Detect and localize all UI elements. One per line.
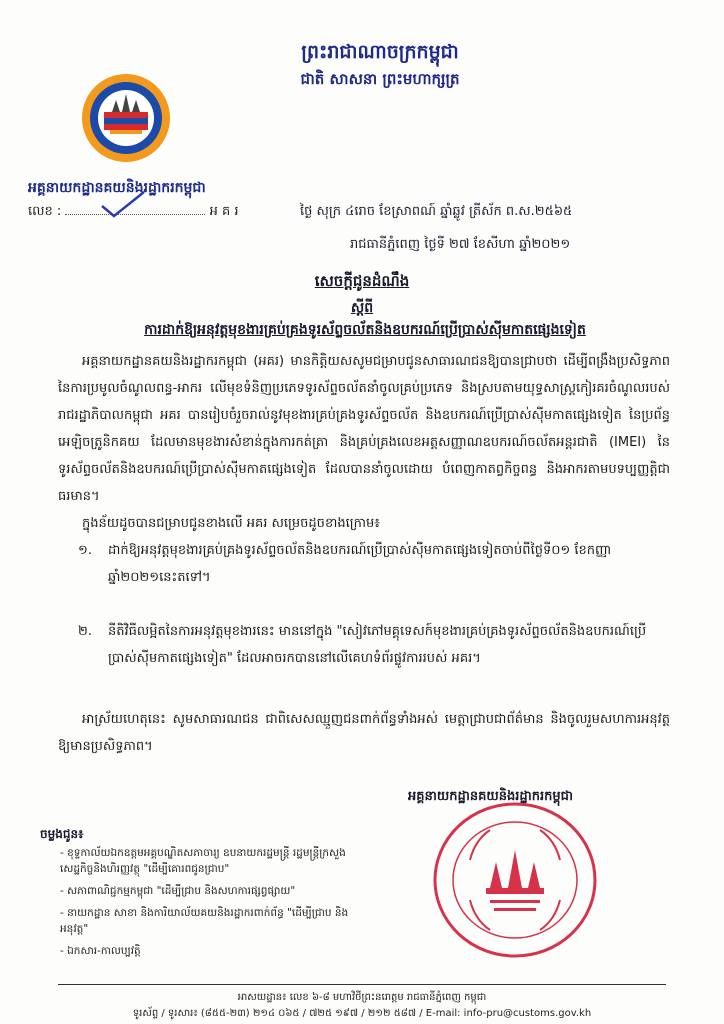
ref-suffix: អ គ រ: [209, 204, 239, 219]
paragraph-3: អាស្រ័យហេតុនេះ សូមសាធារណជន ជាពិសេសឈ្មួញជនពាក់ព័ន្ធទាំងអស់ មេត្តាជ្រាបជាព័ត៌មាន និងចូលរួមសហការអនុវត្តឱ្យមានប្រសិទ្ធភាព។: [58, 712, 670, 754]
kingdom-title: ព្រះរាជាណាចក្រកម្ពុជា: [301, 41, 459, 63]
place-date: រាជធានីភ្នំពេញ ថ្ងៃទី ២៧ ខែសីហា ឆ្នាំ២០២១: [350, 237, 571, 252]
signature-title: អគ្គនាយកដ្ឋានគយនិងរដ្ឋាករកម្ពុជា: [408, 789, 574, 804]
about-label: ស្តីពី: [350, 300, 374, 316]
list-item: [78, 618, 668, 672]
announcement-title: សេចក្តីជូនដំណឹង: [314, 272, 410, 290]
subject-line: ការដាក់ឱ្យអនុវត្តមុខងារគ្រប់គ្រងទូរស័ព្ទចល័តនិងឧបករណ៍ប្រើប្រាស់ស៊ីមកាតផ្សេងទៀត: [144, 322, 586, 338]
list-item: - សភាពាណិជ្ជកម្មកម្ពុជា "ដើម្បីជ្រាប និងសហការផ្សព្វផ្សាយ": [60, 885, 296, 897]
footer-address: អាសយដ្ឋាន៖ លេខ ៦-៨ មហាវិថីព្រះនរោត្តម រាជធានីភ្នំពេញ កម្ពុជា: [237, 992, 487, 1003]
item-text: ដាក់ឱ្យអនុវត្តមុខងារគ្រប់គ្រងទូរស័ព្ទចល័តនិងឧបករណ៍ប្រើប្រាស់ស៊ីមកាតផ្សេងទៀតចាប់ពីថ្ងៃទី០១ ខែកញ្ញា ឆ្នាំ២០២១នេះតទៅ។: [108, 543, 612, 585]
footer-divider: [58, 984, 666, 985]
lunar-date: ថ្ងៃ សុក្រ ៤រោច ខែស្រាពណ៍ ឆ្នាំឆ្លូវ ត្រីស័ក ព.ស.២៥៦៥: [300, 204, 573, 219]
list-item: - នាយកដ្ឋាន សាខា និងការិយាល័យគយនិងរដ្ឋាករពាក់ព័ន្ធ "ដើម្បីជ្រាប និងអនុវត្ត": [60, 907, 349, 935]
cc-title: ចម្លងជូន៖: [40, 827, 84, 841]
list-item: - ខុទ្ទកាល័យឯកឧត្តមអគ្គបណ្ឌិតសភាចារ្យ ឧបនាយករដ្ឋមន្ត្រី រដ្ឋមន្ត្រីក្រសួងសេដ្ឋកិច្ចនិងហិរញ្ញវត្ថុ "ដើម្បីគោរពជូនជ្រាប": [60, 847, 346, 875]
cc-list: [60, 845, 350, 965]
list-item: - ឯកសារ-កាលប្បវត្តិ: [60, 945, 141, 957]
list-item: [78, 537, 668, 591]
official-seal: [430, 800, 600, 960]
department-name: អគ្គនាយកដ្ឋានគយនិងរដ្ឋាករកម្ពុជា: [28, 180, 206, 196]
footer-contact: ទូរស័ព្ទ / ទូរសារ៖ (៨៥៥-២៣) ២១៤ ០៦៥ / ៧២៥ ១៩៧ / ២១២ ៥៨៧ / E-mail: info-pru@customs.gov.kh: [132, 1008, 592, 1019]
checkmark-icon: [92, 190, 152, 218]
item-number: ១.: [78, 543, 92, 558]
item-number: ២.: [78, 624, 92, 639]
item-text: នីតិវិធីលម្អិតនៃការអនុវត្តមុខងារនេះ មាននៅក្នុង "សៀវភៅមគ្គុទេសក៍មុខងារគ្រប់គ្រងទូរស័ព្ទចល័តនិងឧបករណ៍ប្រើប្រាស់ស៊ីមកាតផ្សេងទៀត" ដែលអាចរកបាននៅលើគេហទំព័រផ្លូវការរបស់ អគរ។: [108, 624, 647, 666]
ref-label: លេខ :: [28, 204, 62, 219]
paragraph-2: ក្នុងន័យដូចបានជម្រាបជូនខាងលើ អគរ សម្រេចដូចខាងក្រោម៖: [82, 516, 380, 531]
paragraph-1: អគ្គនាយកដ្ឋានគយនិងរដ្ឋាករកម្ពុជា (អគរ) មានកិត្តិយសសូមជម្រាបជូនសាធារណជនឱ្យបានជ្រាបថា ដើម្បីពង្រឹងប្រសិទ្ធភាពនៃការប្រមូលចំណូលពន្ធ-អាករ លើមុខទំនិញប្រភេទទូរស័ព្ទចល័តនាំចូលគ្រប់ប្រភេទ និងស្របតាមយុទ្ធសាស្ត្រកៀរគរចំណូលរបស់រាជរដ្ឋាភិបាលកម្ពុជា អគរ បានរៀបចំរួចរាល់នូវមុខងារគ្រប់គ្រងទូរស័ព្ទចល័ត និងឧបករណ៍ប្រើប្រាស់ស៊ីមកាតផ្សេងទៀត នៃប្រព័ន្ធអេឡិចត្រូនិកគយ ដែលមានមុខងារសំខាន់ក្នុងការកត់ត្រា និងគ្រប់គ្រងលេខអត្តសញ្ញាណឧបករណ៍ចល័តអន្តរជាតិ (IMEI) នៃទូរស័ព្ទចល័តនិងឧបករណ៍ប្រើប្រាស់ស៊ីមកាតផ្សេងទៀត ដែលបាននាំចូលដោយ បំពេញកាតព្វកិច្ចពន្ធ និងអាករតាមបទប្បញ្ញត្តិជាធរមាន។: [58, 354, 670, 504]
national-motto: ជាតិ សាសនា ព្រះមហាក្សត្រ: [300, 70, 460, 88]
customs-logo: [80, 72, 172, 164]
